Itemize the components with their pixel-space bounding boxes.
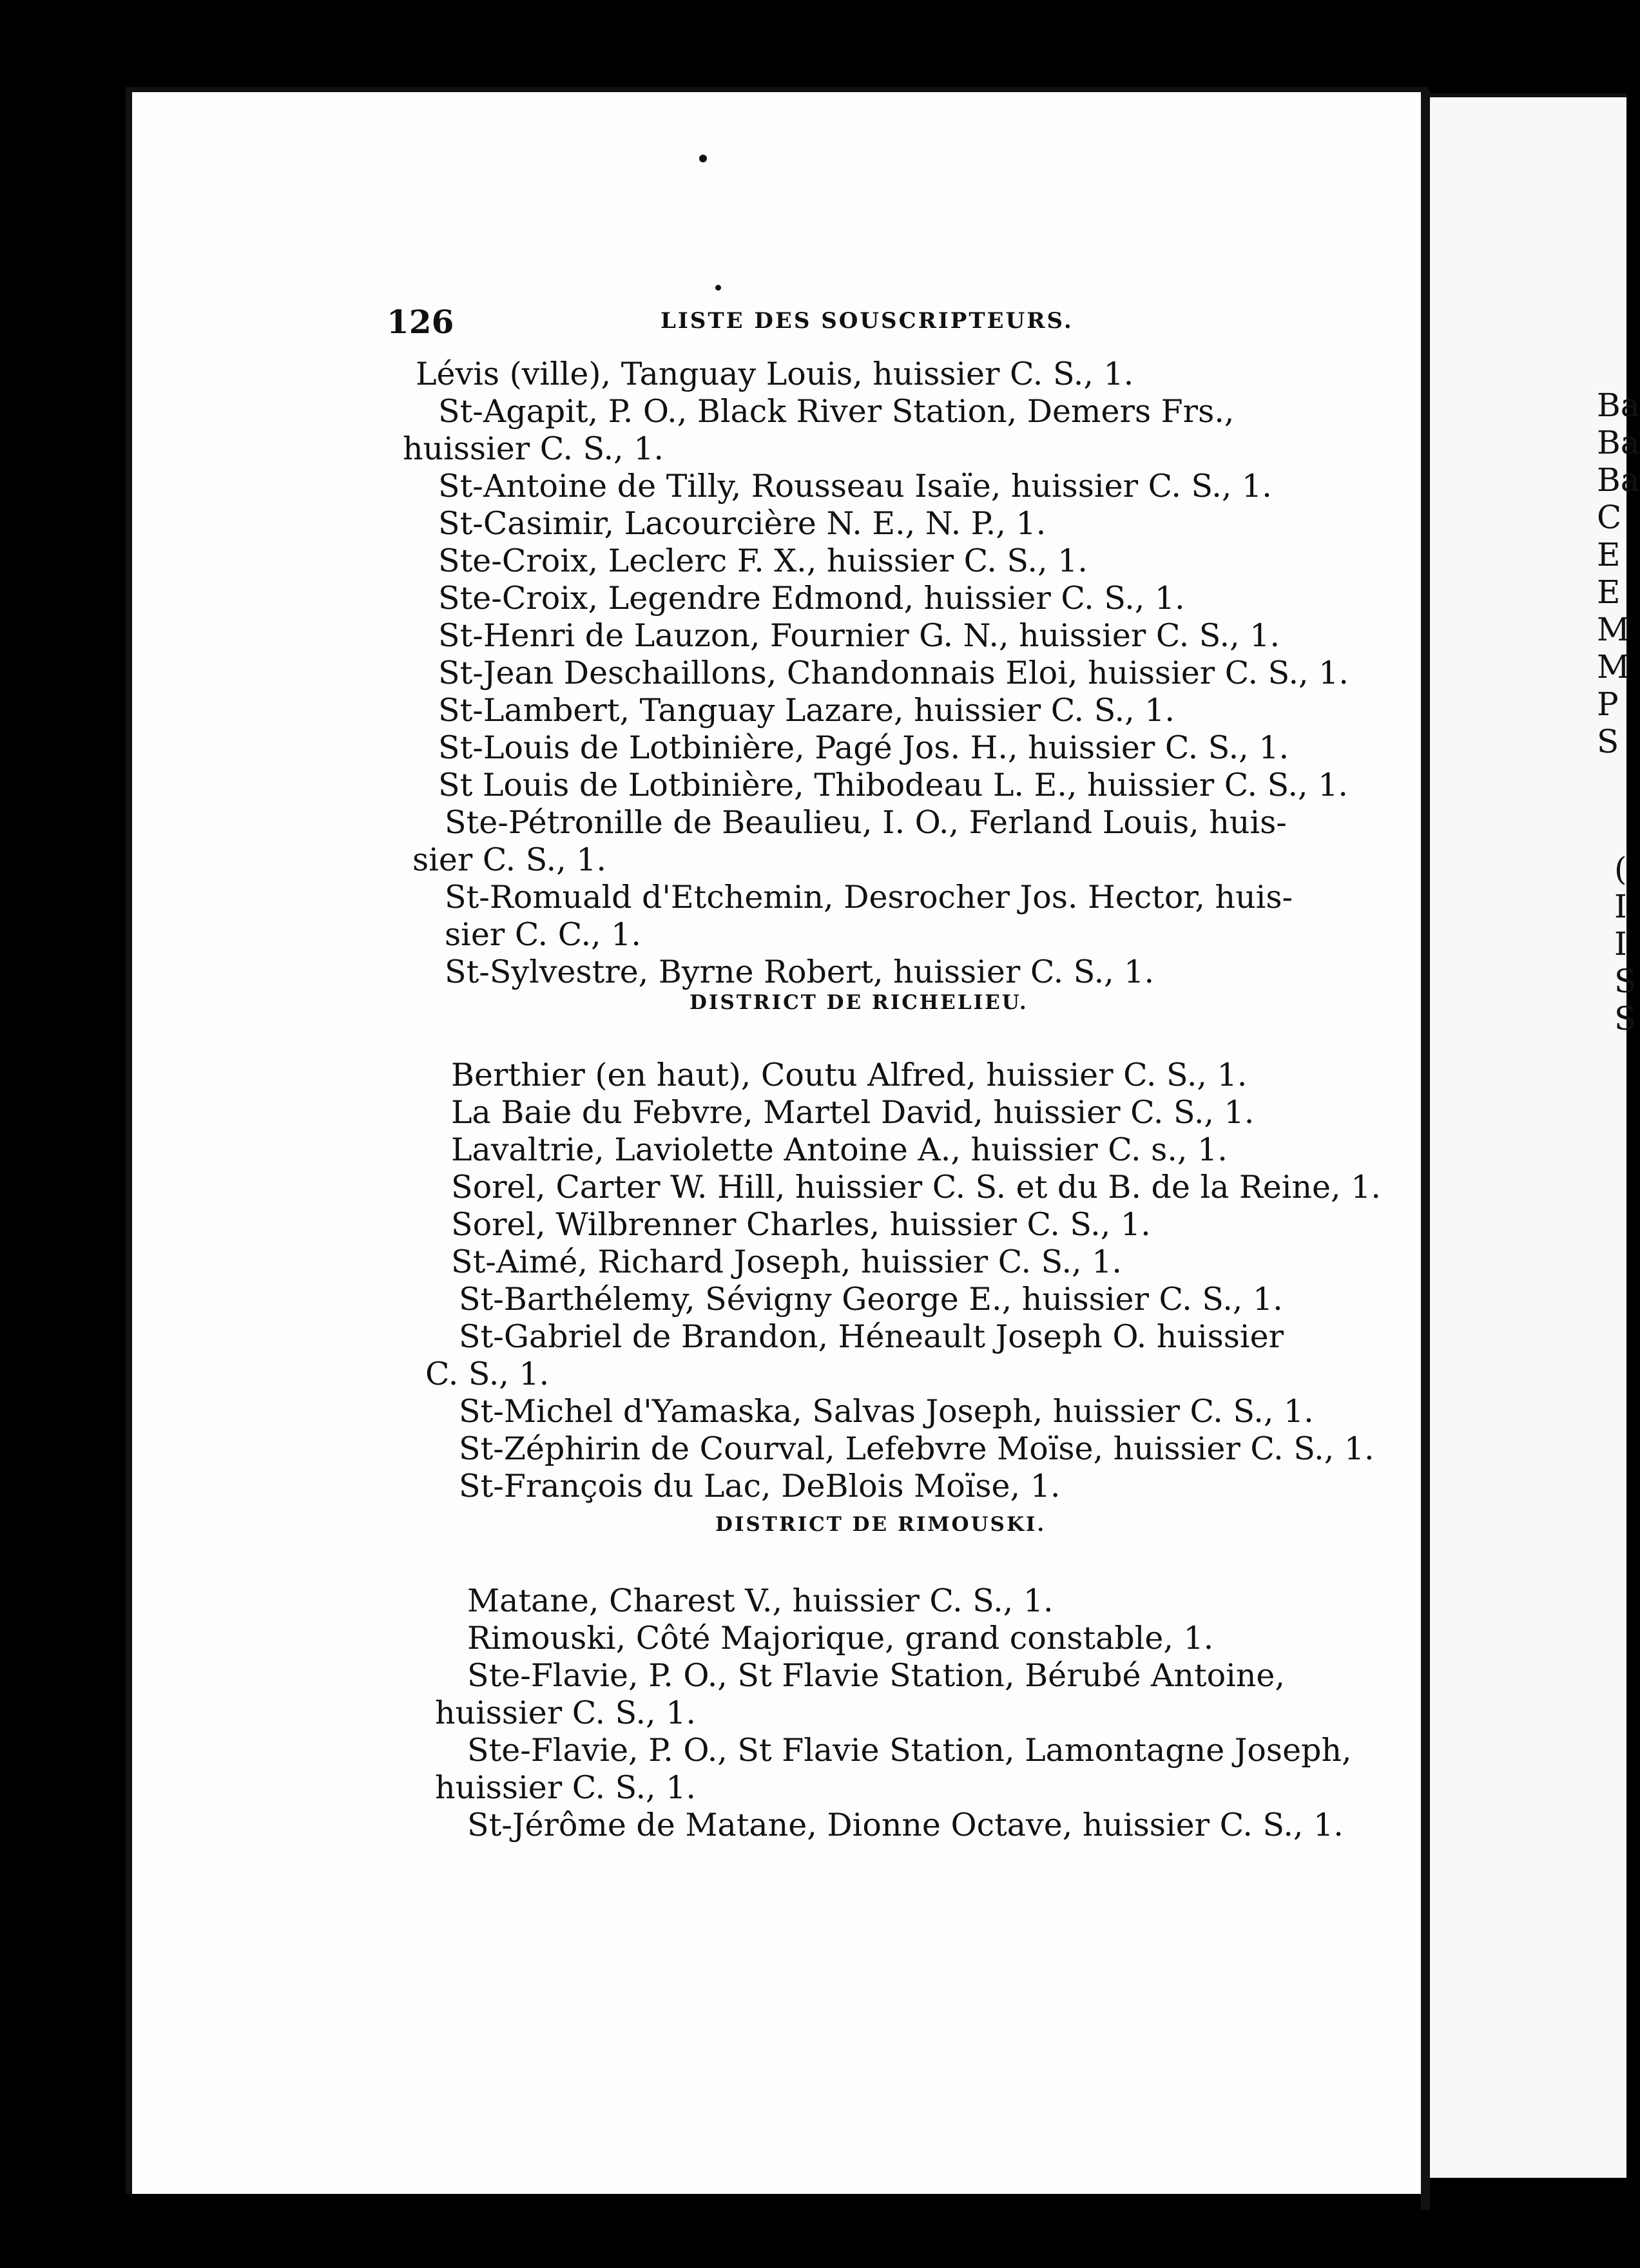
edge-line: Ba [1597, 461, 1640, 499]
right-page-edge-text [1597, 387, 1640, 760]
section-heading-rimouski: DISTRICT DE RIMOUSKI. [715, 1513, 1047, 1536]
list-item: huissier C. S., 1. [435, 1695, 696, 1731]
list-item: St-Henri de Lauzon, Fournier G. N., huissier C. S., 1. [438, 617, 1280, 654]
list-item: St-Jérôme de Matane, Dionne Octave, huissier C. S., 1. [467, 1807, 1344, 1843]
running-title: LISTE DES SOUSCRIPTEURS. [661, 308, 1074, 334]
list-item: C. S., 1. [425, 1356, 550, 1392]
list-item: Ste-Croix, Legendre Edmond, huissier C. S., 1. [438, 580, 1185, 617]
list-item: St-Aimé, Richard Joseph, huissier C. S., 1. [451, 1244, 1122, 1280]
list-item: sier C. C., 1. [445, 916, 641, 953]
subscriber-list [425, 1057, 1381, 1505]
edge-line: I [1614, 888, 1627, 925]
right-page-edge-text-lower [1614, 850, 1637, 1037]
list-item: Berthier (en haut), Coutu Alfred, huissier C. S., 1. [451, 1057, 1248, 1093]
list-item: St-Louis de Lotbinière, Pagé Jos. H., huissier C. S., 1. [438, 729, 1289, 766]
section-heading-richelieu: DISTRICT DE RICHELIEU. [690, 991, 1028, 1014]
page-number: 126 [387, 303, 454, 341]
list-item: Matane, Charest V., huissier C. S., 1. [467, 1582, 1054, 1619]
list-item: St-Sylvestre, Byrne Robert, huissier C. S., 1. [445, 954, 1155, 990]
list-item: St-Lambert, Tanguay Lazare, huissier C. S., 1. [438, 692, 1175, 729]
list-item: sier C. S., 1. [412, 841, 607, 878]
list-item: huissier C. S., 1. [435, 1769, 696, 1806]
edge-line: S [1597, 723, 1619, 760]
edge-line: E [1597, 536, 1621, 573]
list-item: St-Casimir, Lacourcière N. E., N. P., 1. [438, 505, 1047, 542]
list-item: St-Gabriel de Brandon, Héneault Joseph O. huissier [459, 1318, 1284, 1355]
list-item: St-Jean Deschaillons, Chandonnais Eloi, huissier C. S., 1. [438, 655, 1349, 691]
list-item: Lévis (ville), Tanguay Louis, huissier C. S., 1. [416, 356, 1134, 392]
list-item: La Baie du Febvre, Martel David, huissier C. S., 1. [451, 1094, 1255, 1131]
edge-line: Ba [1597, 424, 1640, 461]
book-spine [1421, 90, 1430, 2210]
edge-line: S [1614, 963, 1637, 1000]
list-item: Rimouski, Côté Majorique, grand constable, 1. [467, 1620, 1214, 1657]
edge-line: M [1597, 648, 1630, 686]
list-item: St-Antoine de Tilly, Rousseau Isaïe, huissier C. S., 1. [438, 468, 1272, 505]
edge-line: C [1597, 499, 1622, 536]
list-item: Sorel, Carter W. Hill, huissier C. S. et du B. de la Reine, 1. [451, 1169, 1381, 1206]
edge-line: I [1614, 925, 1627, 963]
list-item: Ste-Flavie, P. O., St Flavie Station, Lamontagne Joseph, [467, 1732, 1352, 1769]
list-item: St-François du Lac, DeBlois Moïse, 1. [459, 1468, 1061, 1504]
list-item: Lavaltrie, Laviolette Antoine A., huissier C. s., 1. [451, 1131, 1228, 1168]
subscriber-list [435, 1582, 1352, 1844]
ink-speck [699, 155, 707, 162]
list-item: Ste-Pétronille de Beaulieu, I. O., Ferland Louis, huis- [445, 804, 1287, 841]
list-item: Ste-Flavie, P. O., St Flavie Station, Bérubé Antoine, [467, 1657, 1285, 1694]
subscriber-list [393, 356, 1349, 991]
list-item: huissier C. S., 1. [403, 430, 664, 467]
edge-line: Ba [1597, 387, 1640, 424]
edge-line: E [1597, 573, 1621, 611]
list-item: St-Romuald d'Etchemin, Desrocher Jos. Hector, huis- [445, 879, 1293, 916]
list-item: Sorel, Wilbrenner Charles, huissier C. S., 1. [451, 1206, 1151, 1243]
edge-line: P [1597, 686, 1619, 723]
list-item: St-Agapit, P. O., Black River Station, Demers Frs., [438, 393, 1235, 430]
edge-line: S [1614, 1000, 1637, 1037]
list-item: St Louis de Lotbinière, Thibodeau L. E., huissier C. S., 1. [438, 767, 1348, 803]
ink-speck [715, 285, 721, 291]
list-item: Ste-Croix, Leclerc F. X., huissier C. S., 1. [438, 543, 1088, 579]
list-item: St-Zéphirin de Courval, Lefebvre Moïse, huissier C. S., 1. [459, 1430, 1375, 1467]
edge-line: M [1597, 611, 1630, 648]
list-item: St-Michel d'Yamaska, Salvas Joseph, huissier C. S., 1. [459, 1393, 1314, 1430]
list-item: St-Barthélemy, Sévigny George E., huissier C. S., 1. [459, 1281, 1283, 1318]
edge-line: ( [1614, 850, 1627, 888]
